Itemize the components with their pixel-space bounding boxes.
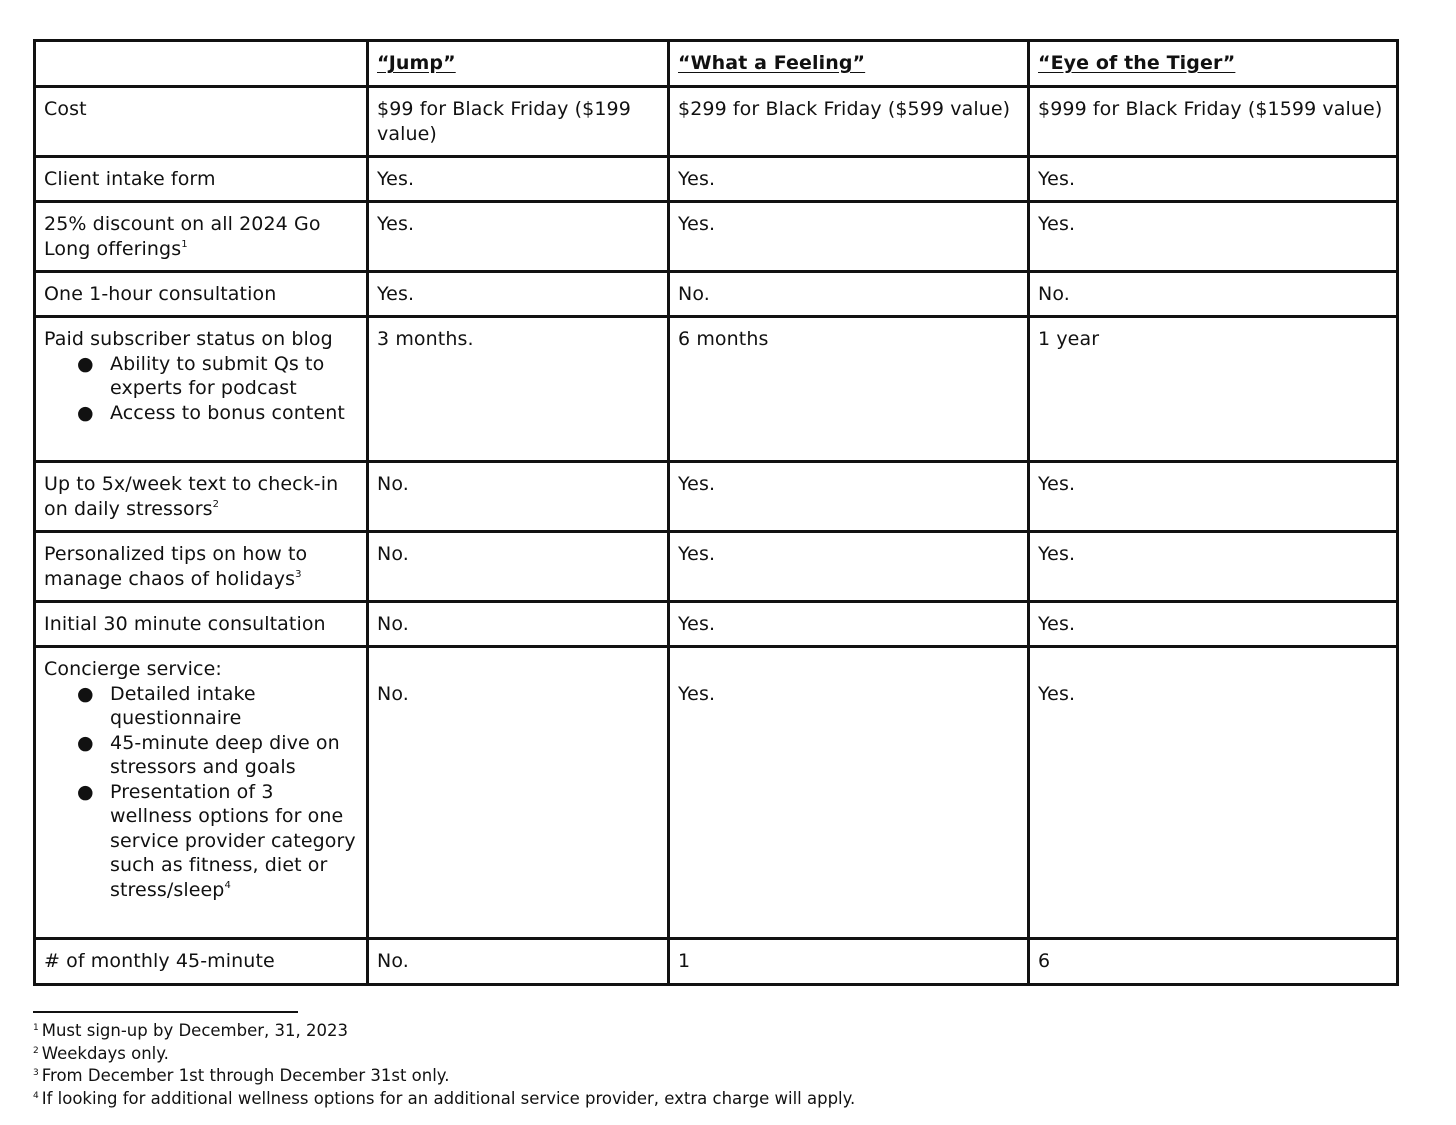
table-cell bbox=[1029, 647, 1398, 939]
list-item bbox=[77, 401, 358, 426]
list-item bbox=[77, 731, 358, 780]
list-item-text: 45-minute deep dive on stressors and goals bbox=[110, 731, 340, 778]
plan-name-eye-of-the-tiger: “Eye of the Tiger” bbox=[1038, 52, 1236, 74]
table-cell: 1 bbox=[669, 939, 1029, 985]
bullet-icon: ● bbox=[77, 682, 94, 705]
cell-text: Yes. bbox=[678, 682, 716, 705]
footnotes bbox=[33, 1020, 1333, 1110]
table-row bbox=[35, 317, 1398, 462]
footnote-number: 2 bbox=[33, 1045, 39, 1056]
row-label-client-intake-form: Client intake form bbox=[35, 157, 368, 202]
row-label-personalized-tips bbox=[35, 532, 368, 602]
row-label-monthly-sessions: # of monthly 45-minute bbox=[35, 939, 368, 985]
table-row bbox=[35, 87, 1398, 157]
footnote-ref: 2 bbox=[212, 498, 220, 510]
footnote-2 bbox=[33, 1043, 1333, 1066]
row-label-concierge-service bbox=[35, 647, 368, 939]
footnote-ref: 3 bbox=[295, 568, 302, 580]
table-cell: Yes. bbox=[368, 272, 669, 317]
footnote-number: 1 bbox=[33, 1023, 39, 1033]
table-cell: No. bbox=[368, 939, 669, 985]
table-cell: Yes. bbox=[1029, 202, 1398, 272]
header-plan-what-a-feeling bbox=[669, 41, 1029, 87]
table-row bbox=[35, 532, 1398, 602]
bullet-list bbox=[44, 352, 358, 426]
header-plan-jump bbox=[368, 41, 669, 87]
row-label-text: Personalized tips on how to manage chaos of holidays bbox=[44, 543, 308, 590]
header-plan-eye-of-the-tiger bbox=[1029, 41, 1398, 87]
table-row bbox=[35, 647, 1398, 939]
row-label-paid-subscriber bbox=[35, 317, 368, 462]
bullet-icon: ● bbox=[77, 352, 94, 375]
table-cell: 6 bbox=[1029, 939, 1398, 985]
row-label-text-check-in bbox=[35, 462, 368, 532]
list-item bbox=[77, 352, 358, 401]
table-cell: 3 months. bbox=[368, 317, 669, 462]
footnote-ref: 1 bbox=[181, 238, 188, 250]
table-header-row bbox=[35, 41, 1398, 87]
list-item bbox=[77, 682, 358, 731]
table-row bbox=[35, 157, 1398, 202]
footnote-text: Weekdays only. bbox=[41, 1043, 169, 1063]
footnote-number: 4 bbox=[33, 1090, 39, 1101]
row-label-text: 25% discount on all 2024 Go Long offerings bbox=[44, 213, 321, 260]
footnote-separator bbox=[33, 1011, 298, 1013]
bullet-icon: ● bbox=[77, 401, 94, 424]
footnote-number: 3 bbox=[33, 1068, 39, 1078]
table-row bbox=[35, 939, 1398, 985]
table-cell: 6 months bbox=[669, 317, 1029, 462]
footnote-text: If looking for additional wellness options for an additional service provider, extra charge will apply. bbox=[41, 1088, 856, 1108]
cell-text: Yes. bbox=[1038, 682, 1076, 705]
footnote-1 bbox=[33, 1020, 1333, 1043]
row-label-text: Up to 5x/week text to check-in on daily stressors bbox=[44, 473, 339, 520]
cell-text: No. bbox=[377, 682, 409, 705]
table-cell: $99 for Black Friday ($199 value) bbox=[368, 87, 669, 157]
table-cell: Yes. bbox=[669, 157, 1029, 202]
table-cell: Yes. bbox=[669, 462, 1029, 532]
table-cell: Yes. bbox=[1029, 602, 1398, 647]
plan-name-what-a-feeling: “What a Feeling” bbox=[678, 52, 866, 74]
footnote-4 bbox=[33, 1088, 1333, 1111]
table-cell: Yes. bbox=[1029, 462, 1398, 532]
bullet-list bbox=[44, 682, 358, 903]
table-cell: No. bbox=[368, 462, 669, 532]
list-item-text: Detailed intake questionnaire bbox=[110, 682, 256, 729]
header-corner-cell bbox=[35, 41, 368, 87]
table-cell: Yes. bbox=[368, 157, 669, 202]
list-item bbox=[77, 780, 358, 903]
table-row bbox=[35, 272, 1398, 317]
footnote-text: From December 1st through December 31st only. bbox=[41, 1066, 450, 1085]
list-item-text: Presentation of 3 wellness options for one service provider category such as fitness, diet or stress/sleep bbox=[110, 780, 356, 901]
table-cell: Yes. bbox=[669, 532, 1029, 602]
row-label-text: Concierge service: bbox=[44, 658, 222, 680]
bullet-icon: ● bbox=[77, 731, 94, 754]
table-cell: 1 year bbox=[1029, 317, 1398, 462]
table-cell: $999 for Black Friday ($1599 value) bbox=[1029, 87, 1398, 157]
table-cell: Yes. bbox=[1029, 532, 1398, 602]
table-cell: No. bbox=[368, 532, 669, 602]
table-cell: Yes. bbox=[669, 602, 1029, 647]
row-label-discount bbox=[35, 202, 368, 272]
table-cell bbox=[669, 647, 1029, 939]
footnote-3 bbox=[33, 1065, 1333, 1088]
footnote-text: Must sign-up by December, 31, 2023 bbox=[41, 1021, 348, 1040]
list-item-text: Access to bonus content bbox=[110, 401, 345, 424]
pricing-comparison-table bbox=[33, 39, 1399, 986]
table-cell: $299 for Black Friday ($599 value) bbox=[669, 87, 1029, 157]
footnote-ref: 4 bbox=[224, 879, 231, 891]
row-label-cost: Cost bbox=[35, 87, 368, 157]
list-item-text: Ability to submit Qs to experts for podcast bbox=[110, 352, 325, 399]
table-cell: No. bbox=[1029, 272, 1398, 317]
table-cell: No. bbox=[669, 272, 1029, 317]
table-row bbox=[35, 602, 1398, 647]
table-row bbox=[35, 202, 1398, 272]
bullet-icon: ● bbox=[77, 780, 94, 803]
row-label-initial-consultation: Initial 30 minute consultation bbox=[35, 602, 368, 647]
row-label-text: Paid subscriber status on blog bbox=[44, 328, 333, 350]
table-cell: Yes. bbox=[368, 202, 669, 272]
table-cell: No. bbox=[368, 602, 669, 647]
row-label-one-hour-consultation: One 1-hour consultation bbox=[35, 272, 368, 317]
table-cell bbox=[368, 647, 669, 939]
plan-name-jump: “Jump” bbox=[377, 52, 456, 74]
table-row bbox=[35, 462, 1398, 532]
table-cell: Yes. bbox=[1029, 157, 1398, 202]
table-cell: Yes. bbox=[669, 202, 1029, 272]
